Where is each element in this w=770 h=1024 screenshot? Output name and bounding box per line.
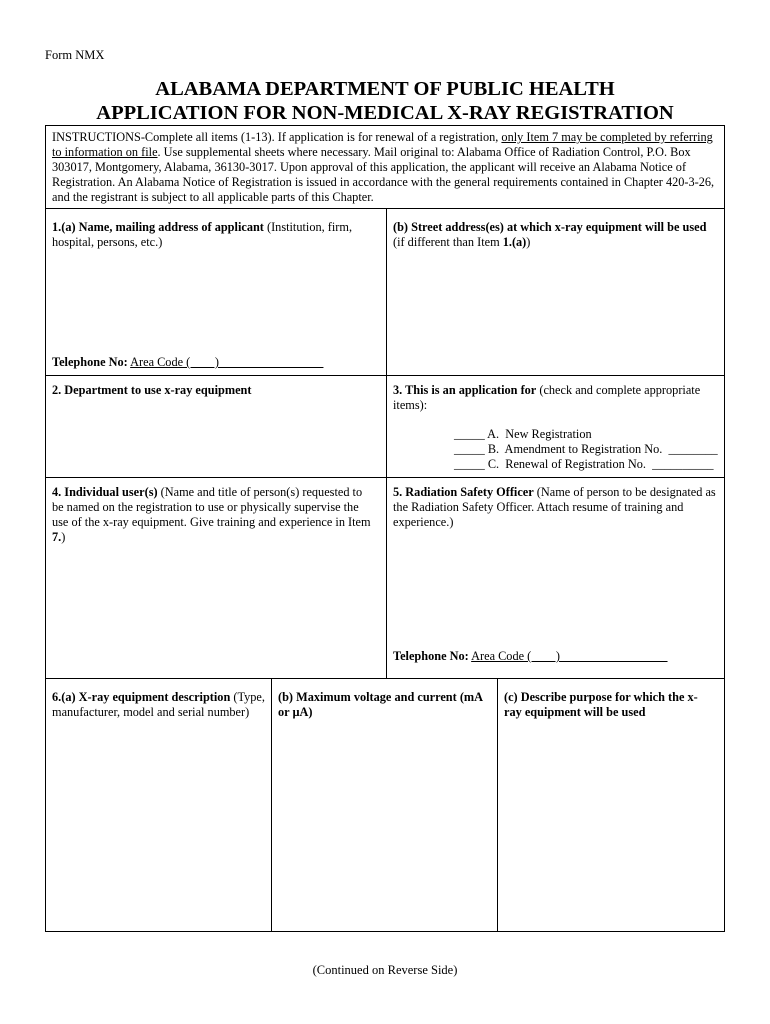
radiation-safety-officer-field[interactable] — [391, 531, 721, 641]
telephone-label: Telephone No: — [393, 649, 469, 663]
instructions-text-2: . Use supplemental sheets where necessary. Mail original to: Alabama Office of Radiation Control, P.O. Box 303017, Montgomery, Alabama, 36130-3017. Upon approval of this application, the applicant will receive an Alabama Notice of Registration. An Alabama Notice of Registration is issued in accordance with the general requirements contained in Chapter 420-3-26, and the registrant is subject to all applicable parts of this Chapter. — [52, 145, 715, 204]
equipment-purpose-field[interactable] — [502, 724, 720, 926]
continued-note: (Continued on Reverse Side) — [312, 963, 458, 977]
page-title: ALABAMA DEPARTMENT OF PUBLIC HEALTH — [155, 78, 615, 100]
telephone-field[interactable]: Area Code ( ) — [471, 649, 668, 663]
item-5-label: 5. Radiation Safety Officer (Name of person to be designated as the Radiation Safety Officer. Attach resume of training and experience.) — [393, 485, 716, 529]
item-4-label: 4. Individual user(s) (Name and title of person(s) requested to be named on the registration to use or physically supervise the use of the x-ray equipment. Give training and experience in Item 7.) — [52, 485, 371, 544]
instructions — [46, 130, 724, 205]
option-amendment[interactable]: _____ B. Amendment to Registration No. ________ — [454, 442, 718, 456]
street-address-field[interactable] — [391, 254, 721, 372]
application-form — [45, 125, 725, 932]
divider — [46, 375, 724, 376]
equipment-description-field[interactable] — [50, 738, 268, 926]
item-6c-label: (c) Describe purpose for which the x-ray equipment will be used — [504, 690, 698, 719]
divider — [46, 208, 724, 209]
instructions-text: INSTRUCTIONS-Complete all items (1-13). If application is for renewal of a registration, — [52, 130, 502, 144]
item-6a-label: 6.(a) X-ray equipment description (Type, manufacturer, model and serial number) — [52, 690, 265, 719]
applicant-name-address-field[interactable] — [50, 254, 382, 350]
department-field[interactable] — [50, 401, 382, 473]
item-1b-label: (b) Street address(es) at which x-ray equipment will be used (if different than Item 1.(a)) — [393, 220, 707, 249]
max-voltage-current-field[interactable] — [276, 724, 494, 926]
individual-users-field[interactable] — [50, 546, 382, 674]
option-renewal[interactable]: _____ C. Renewal of Registration No. __________ — [454, 457, 714, 471]
telephone-field[interactable]: Area Code ( ) — [130, 355, 324, 369]
item-2-label: 2. Department to use x-ray equipment — [52, 383, 252, 397]
option-new-registration[interactable]: _____ A. New Registration — [454, 427, 592, 441]
telephone-5[interactable] — [387, 649, 674, 664]
page-subtitle: APPLICATION FOR NON-MEDICAL X-RAY REGISTRATION — [96, 102, 674, 124]
divider — [386, 208, 387, 678]
form-id: Form NMX — [45, 48, 105, 62]
divider — [46, 678, 724, 679]
item-3-label: 3. This is an application for (check and complete appropriate items): — [393, 383, 701, 412]
instructions-underlined: only Item 7 may be completed by referring to information on file — [52, 130, 713, 159]
telephone-1[interactable] — [46, 355, 329, 370]
telephone-label: Telephone No: — [52, 355, 128, 369]
divider — [46, 477, 724, 478]
item-6b-label: (b) Maximum voltage and current (mA or µA) — [278, 690, 483, 719]
item-1a-label: 1.(a) Name, mailing address of applicant (Institution, firm, hospital, persons, etc.) — [52, 220, 353, 249]
